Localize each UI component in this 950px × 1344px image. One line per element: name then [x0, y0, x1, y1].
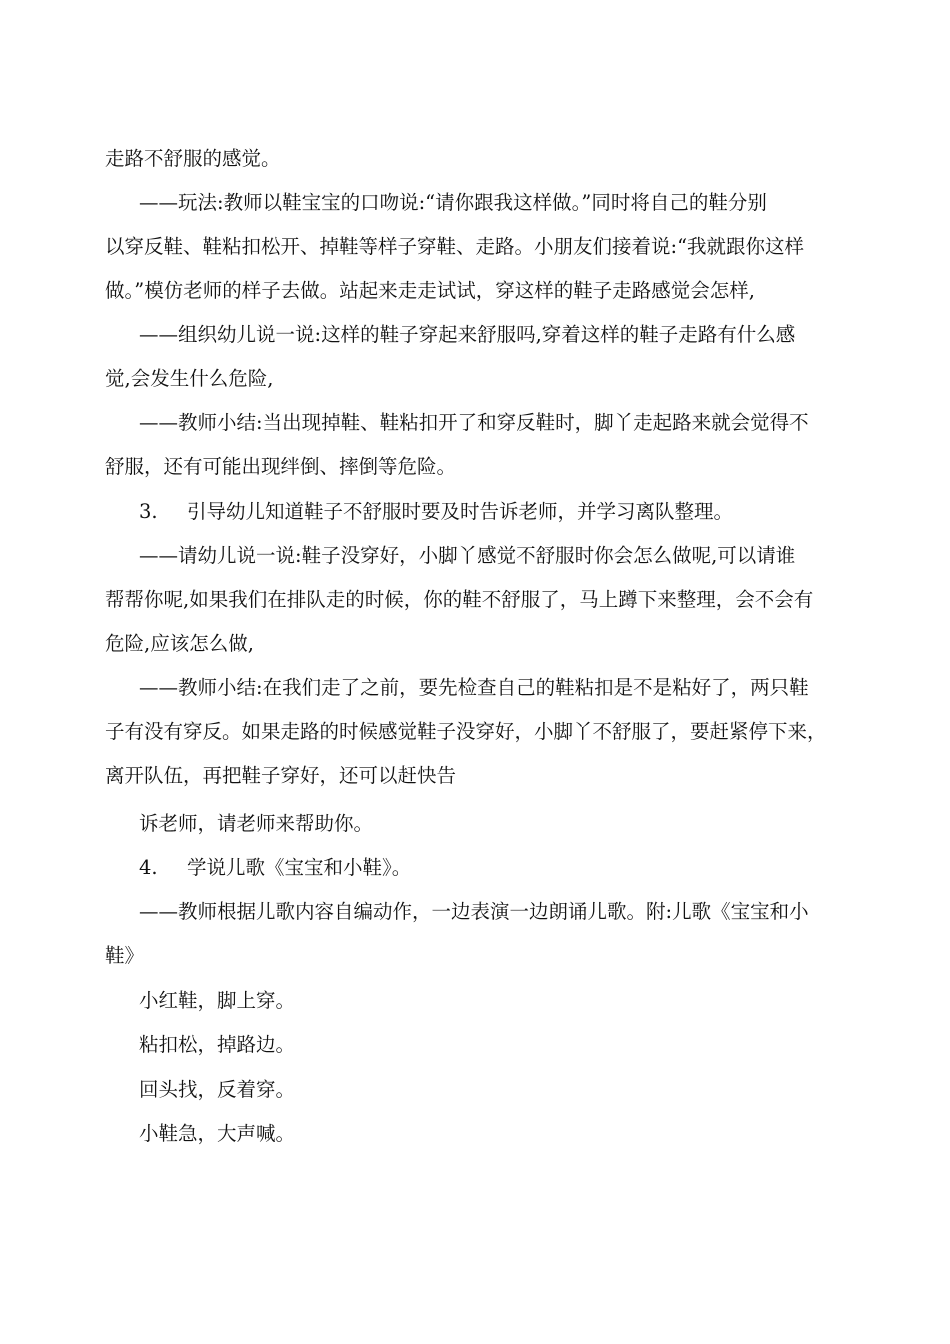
step-text: 引导幼儿知道鞋子不舒服时要及时告诉老师，并学习离队整理。	[187, 500, 734, 523]
step-number: 3.	[139, 500, 158, 523]
poem-line: 小鞋急，大声喊。	[139, 1122, 296, 1145]
step-number: 4.	[139, 856, 158, 879]
text-line: 觉,会发生什么危险,	[105, 367, 274, 390]
text-line: ——请幼儿说一说:鞋子没穿好，小脚丫感觉不舒服时你会怎么做呢,可以请谁	[139, 544, 796, 567]
text-line: 危险,应该怎么做,	[105, 632, 254, 655]
text-line: 离开队伍，再把鞋子穿好，还可以赶快告	[105, 764, 457, 787]
numbered-step-4	[139, 855, 411, 881]
text-line: 走路不舒服的感觉。	[105, 147, 281, 170]
text-line: 子有没有穿反。如果走路的时候感觉鞋子没穿好，小脚丫不舒服了，要赶紧停下来，	[105, 720, 827, 743]
poem-line: 回头找，反着穿。	[139, 1078, 296, 1101]
text-line: 鞋》	[105, 944, 145, 967]
text-line: 帮帮你呢,如果我们在排队走的时候，你的鞋不舒服了，马上蹲下来整理，会不会有	[105, 588, 814, 611]
poem-line: 粘扣松，掉路边。	[139, 1033, 296, 1056]
numbered-step-3	[139, 499, 733, 525]
text-line: ——组织幼儿说一说:这样的鞋子穿起来舒服吗,穿着这样的鞋子走路有什么感	[139, 323, 796, 346]
poem-line: 小红鞋，脚上穿。	[139, 989, 296, 1012]
text-line: 舒服，还有可能出现绊倒、摔倒等危险。	[105, 455, 457, 478]
text-line: 诉老师，请老师来帮助你。	[139, 812, 374, 835]
text-line: ——玩法:教师以鞋宝宝的口吻说:“请你跟我这样做。”同时将自己的鞋分别	[139, 191, 767, 214]
text-line: 做。”模仿老师的样子去做。站起来走走试试，穿这样的鞋子走路感觉会怎样,	[105, 279, 755, 302]
step-text: 学说儿歌《宝宝和小鞋》。	[187, 856, 412, 879]
text-line: 以穿反鞋、鞋粘扣松开、掉鞋等样子穿鞋、走路。小朋友们接着说:“我就跟你这样	[105, 235, 805, 258]
text-line: ——教师根据儿歌内容自编动作，一边表演一边朗诵儿歌。附:儿歌《宝宝和小	[139, 900, 809, 923]
text-line: ——教师小结:在我们走了之前，要先检查自己的鞋粘扣是不是粘好了，两只鞋	[139, 676, 809, 699]
text-line: ——教师小结:当出现掉鞋、鞋粘扣开了和穿反鞋时，脚丫走起路来就会觉得不	[139, 411, 809, 434]
